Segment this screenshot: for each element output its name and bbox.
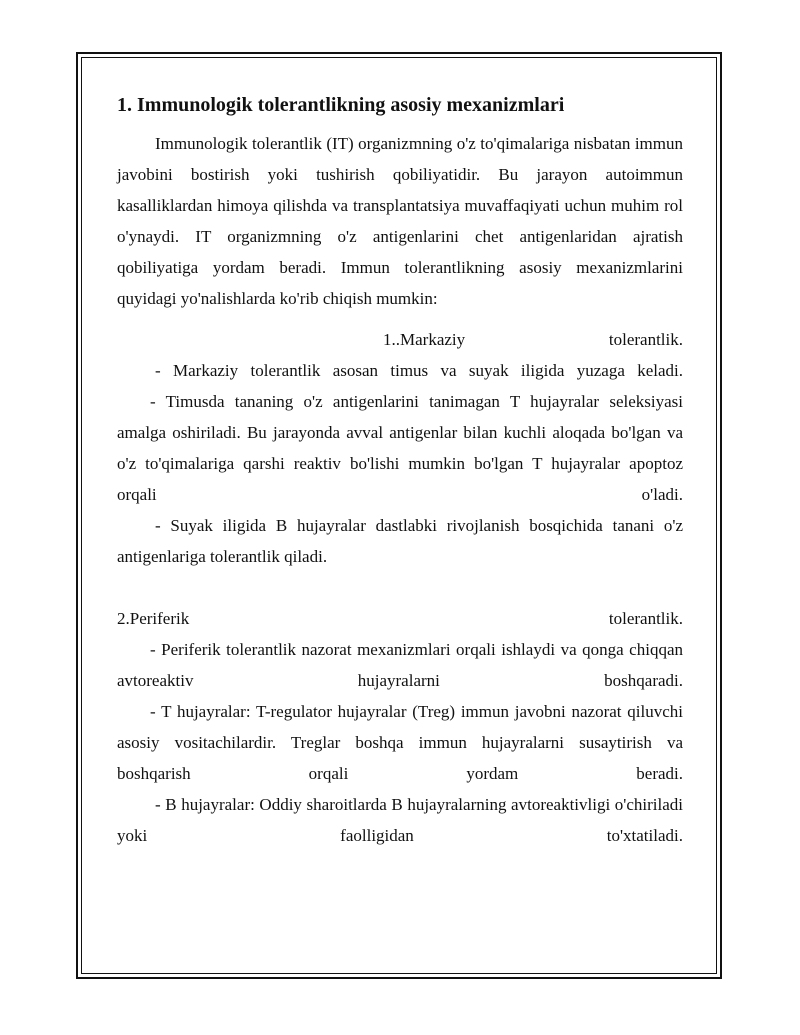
section1-heading: 1..Markaziy tolerantlik. xyxy=(383,330,683,349)
section1-item3: - Suyak iligida B hujayralar dastlabki rivojlanish bosqichida tanani o'z antigenlariga tolerantlik qiladi. xyxy=(117,516,683,566)
section2-item1: - Periferik tolerantlik nazorat mexanizmlari orqali ishlaydi va qonga chiqqan avtoreaktiv hujayralarni boshqaradi. xyxy=(117,640,683,690)
section2-item2: - T hujayralar: T-regulator hujayralar (Treg) immun javobni nazorat qiluvchi asosiy vositachilardir. Treglar boshqa immun hujayralarni susaytirish va boshqarish orqali yordam beradi. xyxy=(117,702,683,783)
section2-heading: 2.Periferik tolerantlik. xyxy=(117,609,683,628)
section1-item1: - Markaziy tolerantlik asosan timus va suyak iligida yuzaga keladi. xyxy=(155,361,683,380)
spacer xyxy=(117,572,683,603)
document-body xyxy=(117,90,683,851)
section1-item2: - Timusda tananing o'z antigenlarini tanimagan T hujayralar seleksiyasi amalga oshiriladi. Bu jarayonda avval antigenlar bilan kuchli aloqada bo'lgan va o'z to'qimalariga qarshi reaktiv bo'lishi mumkin bo'lgan T hujayralar apoptoz orqali o'ladi. xyxy=(117,392,683,504)
intro-paragraph: Immunologik tolerantlik (IT) organizmning o'z to'qimalariga nisbatan immun javobini bostirish yoki tushirish qobiliyatidir. Bu jarayon autoimmun kasalliklardan himoya qilishda va transplantatsiya muvaffaqiyati uchun muhim rol o'ynaydi. IT organizmning o'z antigenlarini chet antigenlaridan ajratish qobiliyatiga yordam beradi. Immun tolerantlikning asosiy mexanizmlarini quyidagi yo'nalishlarda ko'rib chiqish mumkin: xyxy=(117,134,683,308)
section2-item3: - B hujayralar: Oddiy sharoitlarda B hujayralarning avtoreaktivligi o'chiriladi yoki faolligidan to'xtatiladi. xyxy=(117,795,683,845)
section-title: 1. Immunologik tolerantlikning asosiy mexanizmlari xyxy=(117,94,565,116)
